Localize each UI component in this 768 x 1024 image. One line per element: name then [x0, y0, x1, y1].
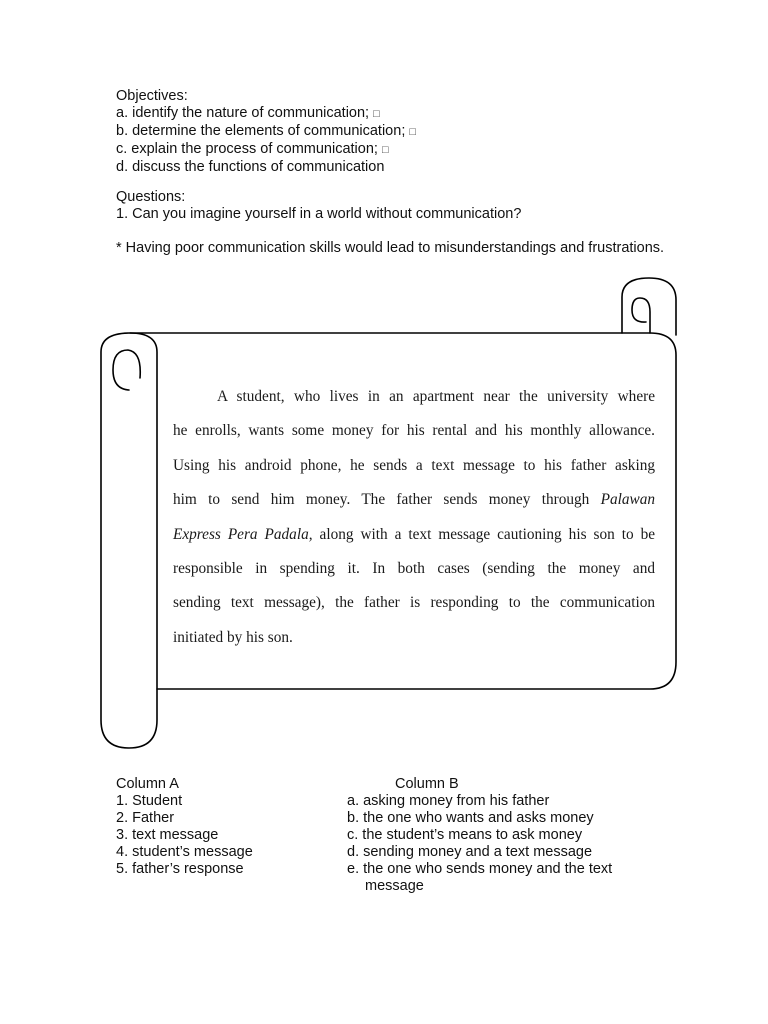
passage-line: initiated by his son. [173, 628, 293, 646]
passage-line: A student, who lives in an apartment near the university where [217, 388, 655, 405]
objective-item: b. determine the elements of communication; □ [116, 123, 417, 139]
column-b-item: d. sending money and a text message [347, 844, 593, 860]
scroll-left-roll [101, 333, 157, 748]
passage-line: Using his android phone, he sends a text message to his father asking [173, 456, 655, 474]
passage-line: Express Pera Padala, along with a text message cautioning his son to be [173, 525, 656, 543]
column-b-heading: Column B [395, 776, 459, 792]
column-b-item: c. the student’s means to ask money [347, 827, 583, 843]
objectives-heading: Objectives: [116, 88, 188, 104]
column-a-item: 3. text message [116, 827, 219, 843]
column-b [347, 776, 667, 895]
box-glyph-icon: □ [409, 126, 417, 138]
column-a-item: 4. student’s message [116, 844, 253, 860]
passage-line: sending text message), the father is responding to the communication [173, 594, 655, 612]
passage-line: responsible in spending it. In both cases (sending the money and [173, 560, 655, 578]
passage-italic: Palawan [600, 491, 656, 509]
scroll-right-curl-inner [632, 298, 650, 333]
questions-heading: Questions: [116, 189, 186, 205]
column-a [116, 776, 253, 878]
column-a-item: 5. father’s response [116, 861, 244, 877]
box-glyph-icon: □ [381, 144, 389, 156]
objective-item: d. discuss the functions of communication [116, 159, 385, 175]
column-a-item: 2. Father [116, 810, 175, 826]
column-a-item: 1. Student [116, 793, 183, 809]
passage-italic: Express Pera Padala, [173, 525, 313, 543]
column-b-item: a. asking money from his father [347, 793, 550, 809]
scroll-left-curl [113, 350, 140, 390]
objective-item: c. explain the process of communication; □ [116, 141, 389, 157]
note-text: * Having poor communication skills would lead to misunderstandings and frustrations. [116, 240, 665, 256]
question-item: 1. Can you imagine yourself in a world without communication? [116, 206, 522, 222]
objective-item: a. identify the nature of communication; □ [116, 105, 380, 121]
passage-line: him to send him money. The father sends money through Palawan [173, 491, 656, 509]
passage-line: he enrolls, wants some money for his rental and his monthly allowance. [173, 422, 655, 440]
column-a-heading: Column A [116, 776, 179, 792]
scroll-passage [173, 380, 655, 655]
column-b-item: b. the one who wants and asks money [347, 810, 594, 826]
column-b-item: e. the one who sends money and the text message [347, 861, 613, 894]
box-glyph-icon: □ [373, 108, 380, 120]
